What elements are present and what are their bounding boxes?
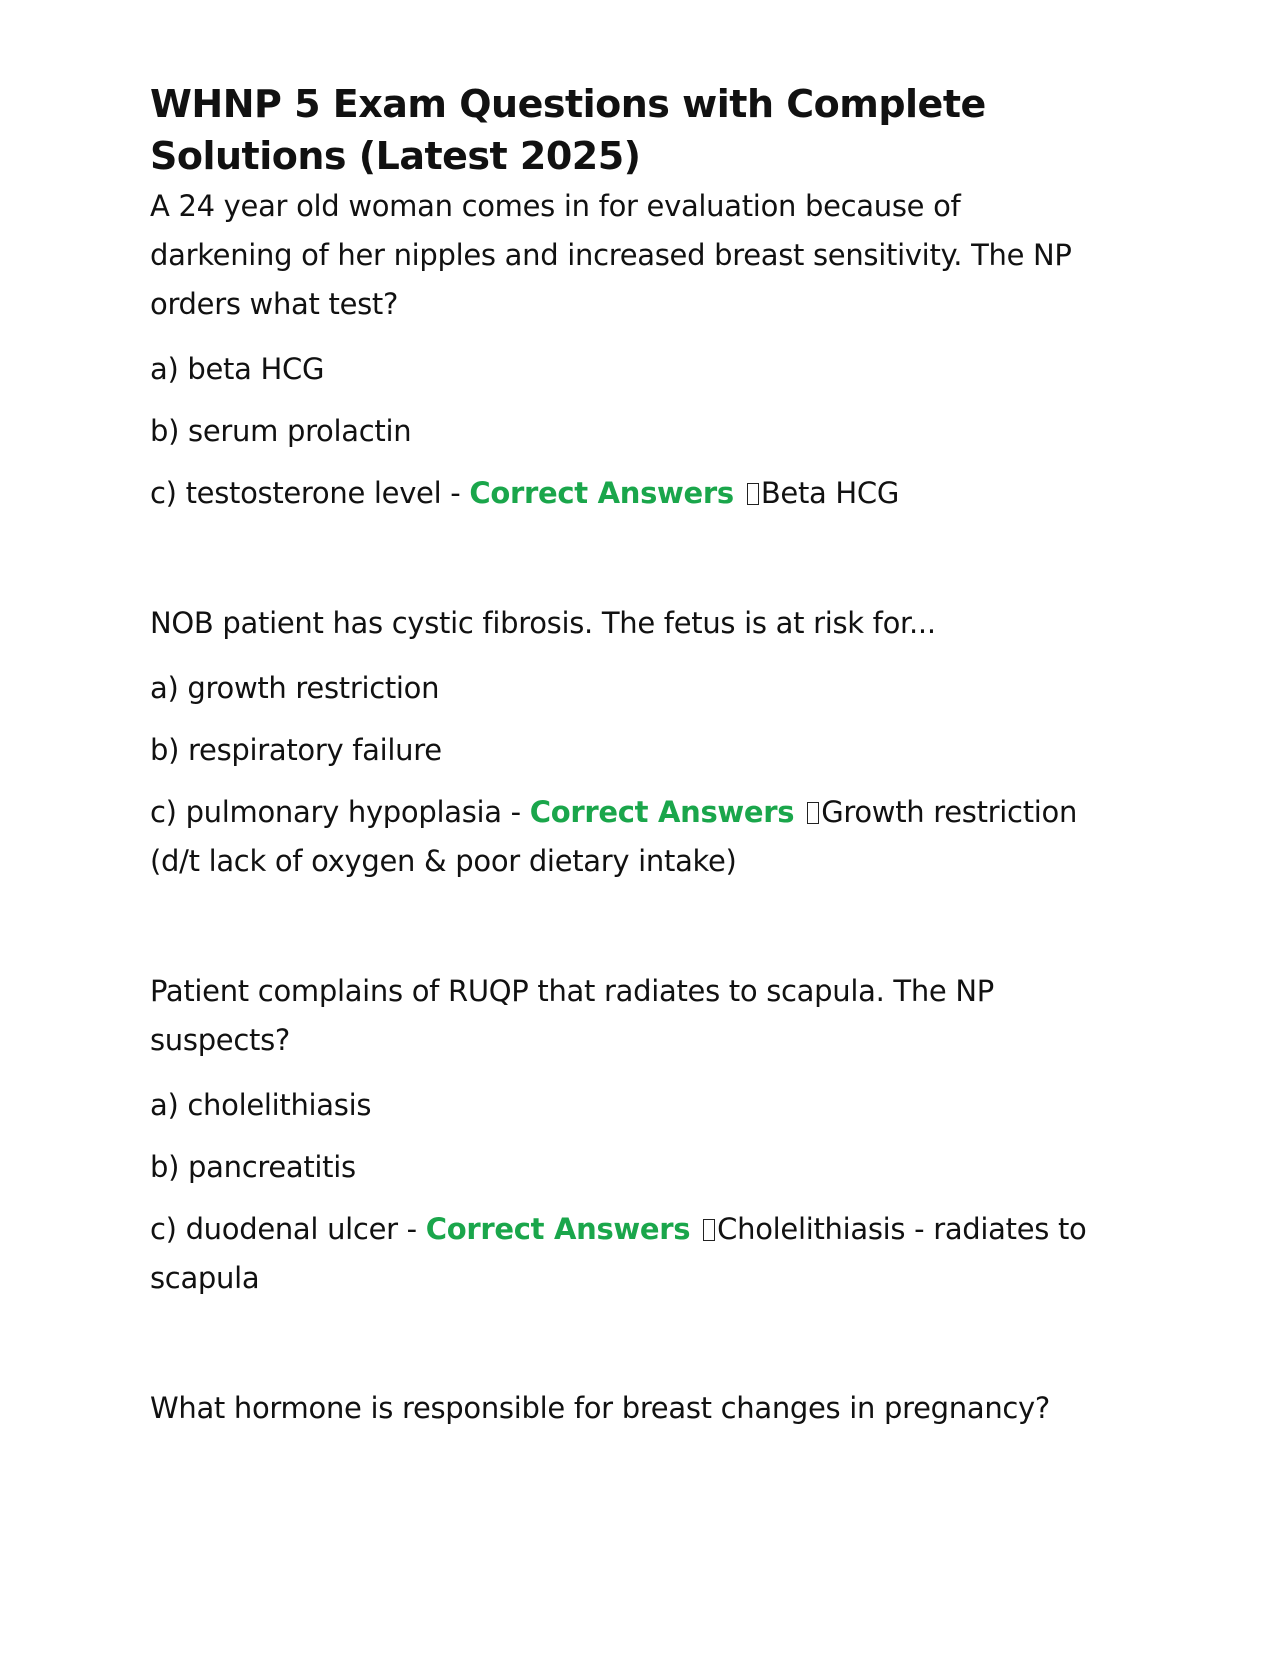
question-2 (150, 599, 1110, 886)
question-stem: Patient complains of RUQP that radiates to scapula. The NP suspects? (150, 974, 994, 1057)
question-4 (150, 1384, 1110, 1433)
missing-glyph-icon (747, 483, 759, 505)
option-c-with-answer (150, 469, 1110, 518)
answer-text: Growth restriction (d/t lack of oxygen & poor dietary intake) (150, 795, 1078, 878)
missing-glyph-icon (703, 1219, 715, 1241)
option-b: b) pancreatitis (150, 1150, 356, 1184)
spacer (150, 886, 1110, 967)
option-a: a) cholelithiasis (150, 1088, 372, 1122)
correct-answers-label: Correct Answers (469, 476, 734, 510)
question-3 (150, 967, 1110, 1303)
option-c: c) pulmonary hypoplasia - (150, 795, 530, 829)
question-stem: NOB patient has cystic fibrosis. The fetus is at risk for... (150, 606, 936, 640)
option-c: c) testosterone level - (150, 476, 470, 510)
document-title: WHNP 5 Exam Questions with Complete Solutions (Latest 2025) (150, 82, 986, 178)
option-c-with-answer (150, 788, 1110, 886)
option-c: c) duodenal ulcer - (150, 1212, 426, 1246)
spacer (150, 518, 1110, 599)
correct-answers-label: Correct Answers (529, 795, 795, 829)
option-b: b) serum prolactin (150, 414, 412, 448)
answer-text: Cholelithiasis - radiates to scapula (150, 1212, 1087, 1295)
question-stem: What hormone is responsible for breast changes in pregnancy? (150, 1391, 1051, 1425)
option-c-with-answer (150, 1205, 1110, 1303)
option-a: a) growth restriction (150, 671, 440, 705)
spacer (150, 1303, 1110, 1384)
question-1 (150, 182, 1110, 518)
correct-answers-label: Correct Answers (425, 1212, 691, 1246)
option-a: a) beta HCG (150, 352, 325, 386)
document-page (150, 78, 1110, 1433)
missing-glyph-icon (807, 802, 819, 824)
question-stem: A 24 year old woman comes in for evaluation because of darkening of her nipples and increased breast sensitivity. The NP orders what test? (150, 189, 1072, 321)
answer-text: Beta HCG (760, 476, 900, 510)
option-b: b) respiratory failure (150, 733, 442, 767)
